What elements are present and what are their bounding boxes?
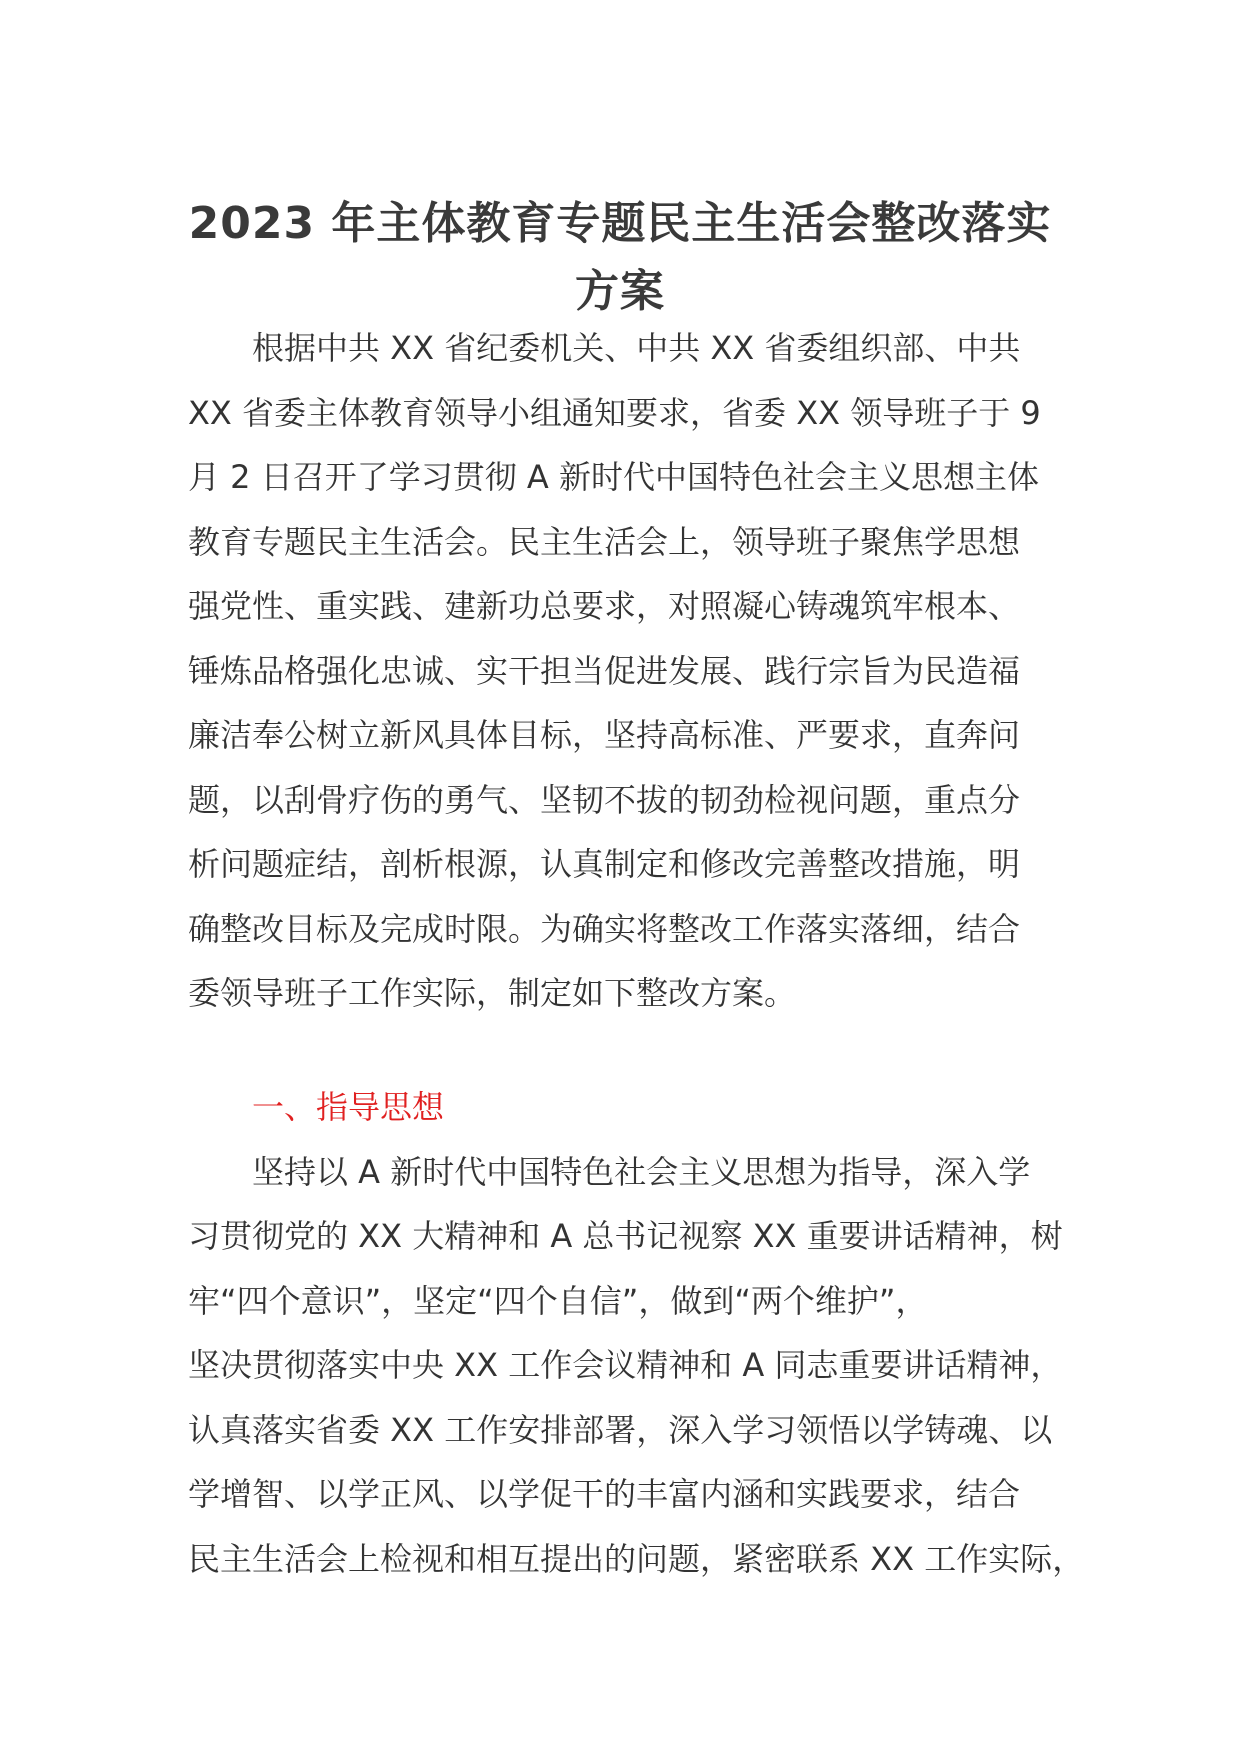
paragraph-line: 确整改目标及完成时限。为确实将整改工作落实落细，结合 (188, 909, 1021, 948)
paragraph-line: 题，以刮骨疗伤的勇气、坚韧不拔的韧劲检视问题，重点分 (188, 780, 1021, 819)
paragraph-line: 民主生活会上检视和相互提出的问题，紧密联系 XX 工作实际， (188, 1539, 1085, 1578)
paragraph-line: 廉洁奉公树立新风具体目标，坚持高标准、严要求，直奔问 (188, 716, 1021, 754)
section-1 (188, 1075, 1085, 1591)
paragraph-line: 牢“四个意识”，坚定“四个自信”，做到“两个维护”， (188, 1281, 928, 1320)
section-heading: 一、指导思想 (252, 1088, 445, 1126)
title-line-1: 2023 年主体教育专题民主生活会整改落实 (188, 198, 1052, 249)
paragraph-line: 坚决贯彻落实中央 XX 工作会议精神和 A 同志重要讲话精神， (188, 1346, 1063, 1384)
paragraph-line: 坚持以 A 新时代中国特色社会主义思想为指导，深入学 (252, 1152, 1031, 1191)
paragraph-line: 月 2 日召开了学习贯彻 A 新时代中国特色社会主义思想主体 (188, 458, 1039, 496)
title-line-2: 方案 (575, 266, 665, 317)
paragraph-line: 学增智、以学正风、以学促干的丰富内涵和实践要求，结合 (188, 1475, 1021, 1513)
paragraph-line: 委领导班子工作实际，制定如下整改方案。 (188, 974, 797, 1012)
paragraph-line: 习贯彻党的 XX 大精神和 A 总书记视察 XX 重要讲话精神，树 (188, 1217, 1063, 1255)
paragraph-line: 强党性、重实践、建新功总要求，对照凝心铸魂筑牢根本、 (188, 587, 1021, 625)
paragraph-line: 锤炼品格强化忠诚、实干担当促进发展、践行宗旨为民造福 (188, 651, 1021, 690)
paragraph-1 (188, 316, 1068, 1026)
paragraph-line: 根据中共 XX 省纪委机关、中共 XX 省委组织部、中共 (252, 329, 1021, 367)
document-title (140, 190, 1100, 326)
paragraph-line: XX 省委主体教育领导小组通知要求，省委 XX 领导班子于 9 (188, 393, 1041, 432)
paragraph-line: 析问题症结，剖析根源，认真制定和修改完善整改措施，明 (188, 845, 1021, 883)
paragraph-line: 认真落实省委 XX 工作安排部署，深入学习领悟以学铸魂、以 (188, 1410, 1053, 1449)
paragraph-line: 教育专题民主生活会。民主生活会上，领导班子聚焦学思想 (188, 522, 1021, 561)
